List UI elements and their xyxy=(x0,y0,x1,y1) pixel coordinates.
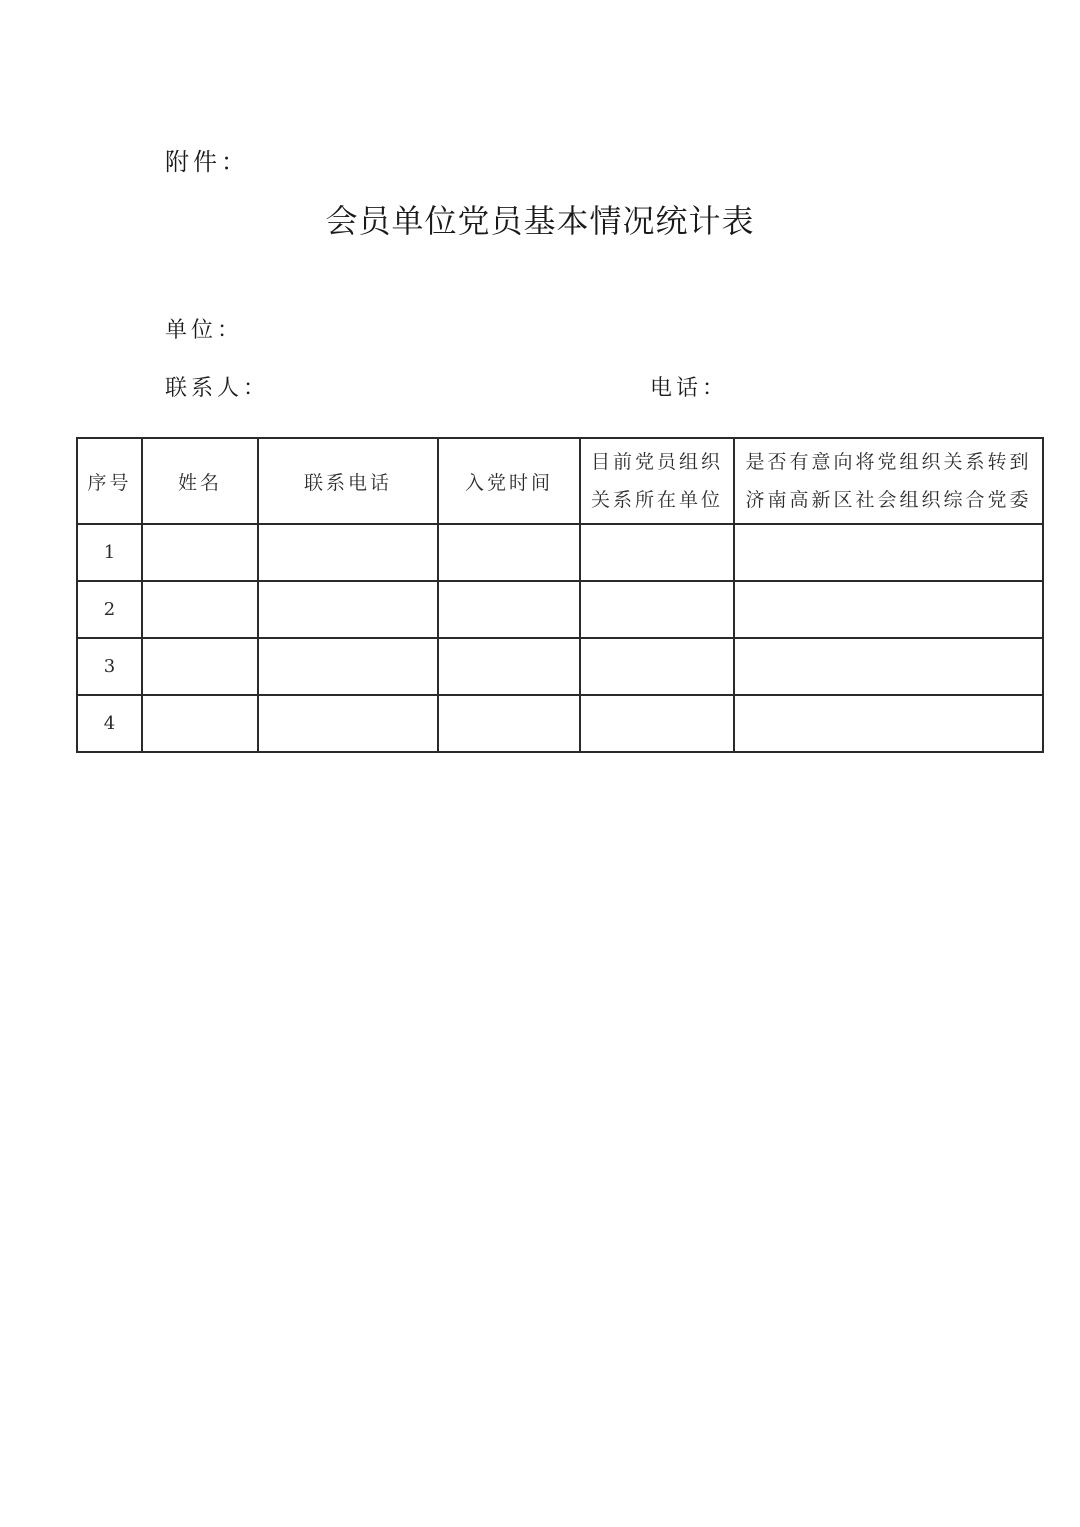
cell-transfer-intent[interactable] xyxy=(734,638,1043,695)
contact-person-field-label: 联系人： xyxy=(165,376,270,401)
table-row xyxy=(77,581,1043,638)
document-title: 会员单位党员基本情况统计表 xyxy=(325,202,755,240)
row-index: 2 xyxy=(77,581,142,638)
header-index: 序号 xyxy=(77,438,142,524)
cell-join-date[interactable] xyxy=(438,695,580,752)
phone-field-label: 电话： xyxy=(650,376,729,401)
header-current-org-line1: 目前党员组织 xyxy=(590,451,723,473)
cell-transfer-intent[interactable] xyxy=(734,581,1043,638)
cell-name[interactable] xyxy=(142,581,258,638)
cell-contact-phone[interactable] xyxy=(258,524,438,581)
row-index: 4 xyxy=(77,695,142,752)
row-index: 3 xyxy=(77,638,142,695)
cell-join-date[interactable] xyxy=(438,524,580,581)
cell-join-date[interactable] xyxy=(438,638,580,695)
header-current-org xyxy=(580,438,734,524)
party-member-stats-table xyxy=(76,437,1044,753)
row-index: 1 xyxy=(77,524,142,581)
cell-name[interactable] xyxy=(142,638,258,695)
table-row xyxy=(77,524,1043,581)
table-row xyxy=(77,638,1043,695)
cell-transfer-intent[interactable] xyxy=(734,524,1043,581)
cell-current-org[interactable] xyxy=(580,695,734,752)
cell-current-org[interactable] xyxy=(580,638,734,695)
table-header-row xyxy=(77,438,1043,524)
cell-name[interactable] xyxy=(142,524,258,581)
cell-contact-phone[interactable] xyxy=(258,695,438,752)
cell-contact-phone[interactable] xyxy=(258,581,438,638)
attachment-label: 附件： xyxy=(165,148,249,176)
header-transfer-intent xyxy=(734,438,1043,524)
cell-current-org[interactable] xyxy=(580,581,734,638)
header-transfer-line2: 济南高新区社会组织综合党委 xyxy=(745,489,1032,511)
header-join-date: 入党时间 xyxy=(438,438,580,524)
cell-join-date[interactable] xyxy=(438,581,580,638)
cell-current-org[interactable] xyxy=(580,524,734,581)
header-current-org-line2: 关系所在单位 xyxy=(590,489,723,511)
table-row xyxy=(77,695,1043,752)
unit-field-label: 单位： xyxy=(165,318,244,343)
header-name: 姓名 xyxy=(142,438,258,524)
cell-name[interactable] xyxy=(142,695,258,752)
header-contact-phone: 联系电话 xyxy=(258,438,438,524)
header-transfer-line1: 是否有意向将党组织关系转到 xyxy=(745,451,1032,473)
cell-contact-phone[interactable] xyxy=(258,638,438,695)
cell-transfer-intent[interactable] xyxy=(734,695,1043,752)
